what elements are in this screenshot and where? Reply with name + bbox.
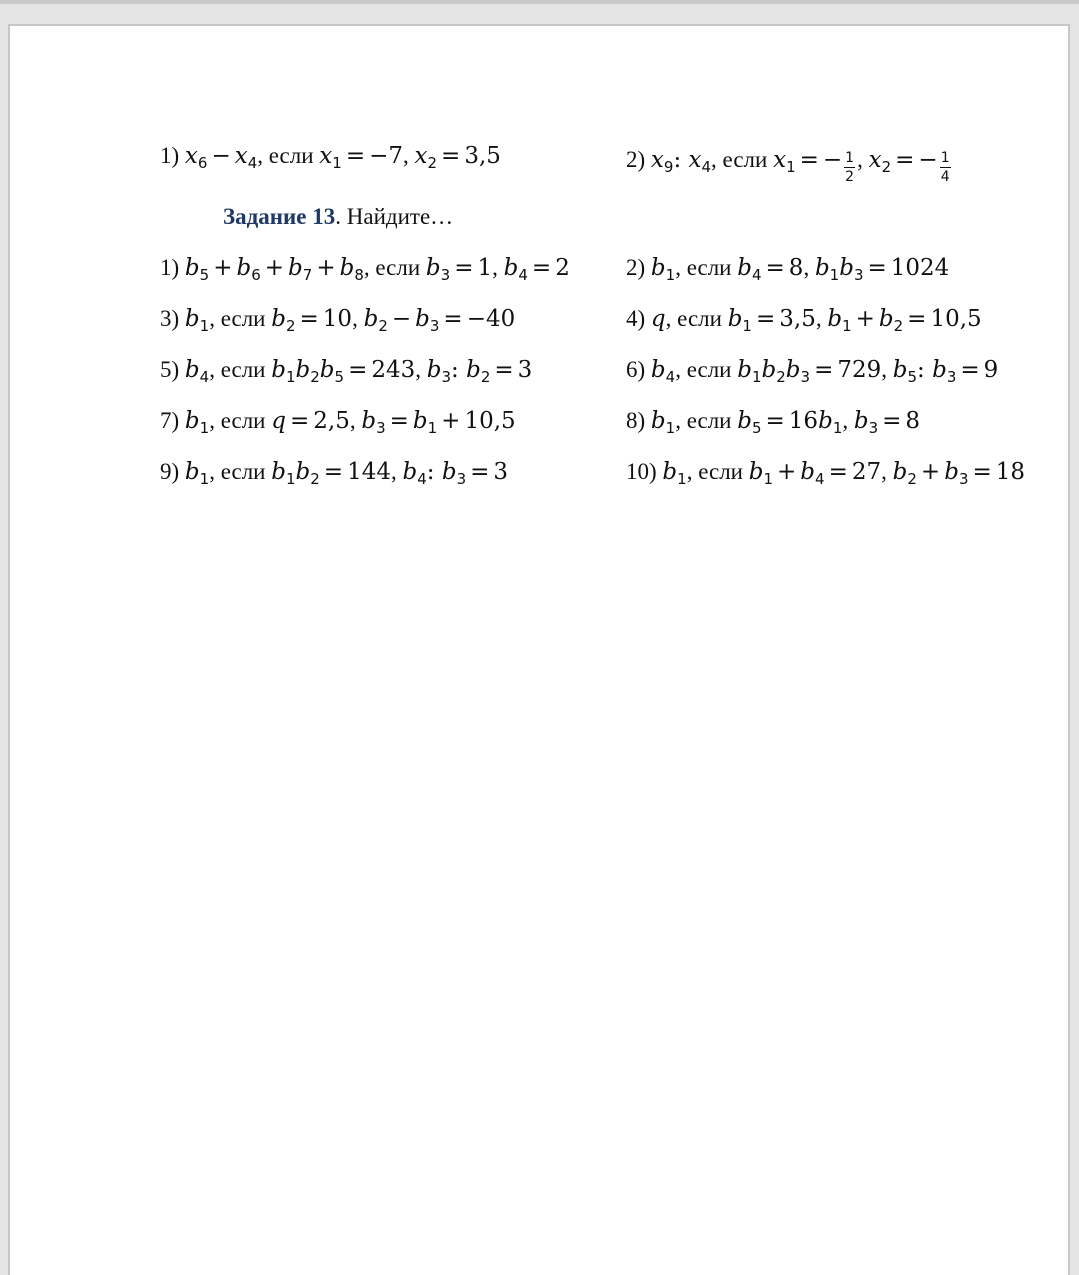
problem-1: 1) $b_5 + b_6 + b_7 + b_8$, если $b_3 = 1$, $b_4 = 2$ — [160, 255, 570, 284]
problem-3: 3) $b_1$, если $b_2 = 10$, $b_2 - b_3 = -40$ — [160, 306, 516, 335]
problem-a2: 2) $x_9$: $x_4$, если $x_1$ = − $\frac{1}{2}$ , $x_2$ = − $\frac{1}{4}$ — [626, 147, 950, 185]
problem-7: 7) $b_1$, если q = 2,5, $b_3 = b_1 + 10,5$ — [160, 408, 516, 437]
problem-4: 4) q, если $b_1 = 3,5$, $b_1 + b_2 = 10,5$ — [626, 306, 982, 335]
fraction: $\frac{1}{2}$ — [845, 150, 855, 185]
task-heading — [223, 204, 453, 230]
problem-2: 2) $b_1$, если $b_4 = 8$, $b_1b_3 = 1024$ — [626, 255, 950, 284]
problem-10: 10) $b_1$, если $b_1 + b_4 = 27$, $b_2 + b_3 = 18$ — [626, 459, 1026, 488]
problem-9: 9) $b_1$, если $b_1b_2 = 144$, $b_4$: $b_3 = 3$ — [160, 459, 509, 488]
document-page — [8, 24, 1070, 1275]
fraction: $\frac{1}{4}$ — [940, 150, 950, 185]
task-instruction: . Найдите… — [335, 204, 454, 229]
problem-5: 5) $b_4$, если $b_1b_2b_5 = 243$, $b_3$: $b_2 = 3$ — [160, 357, 533, 386]
problem-8: 8) $b_1$, если $b_5 = 16b_1$, $b_3 = 8$ — [626, 408, 921, 437]
problem-6: 6) $b_4$, если $b_1b_2b_3 = 729$, $b_5$: $b_3 = 9$ — [626, 357, 999, 386]
task-title: Задание 13 — [223, 204, 336, 229]
problem-a1: 1) $x_6 - x_4$, если $x_1 = -7$, $x_2 = 3,5$ — [160, 143, 501, 172]
window-top-bar — [0, 0, 1079, 4]
